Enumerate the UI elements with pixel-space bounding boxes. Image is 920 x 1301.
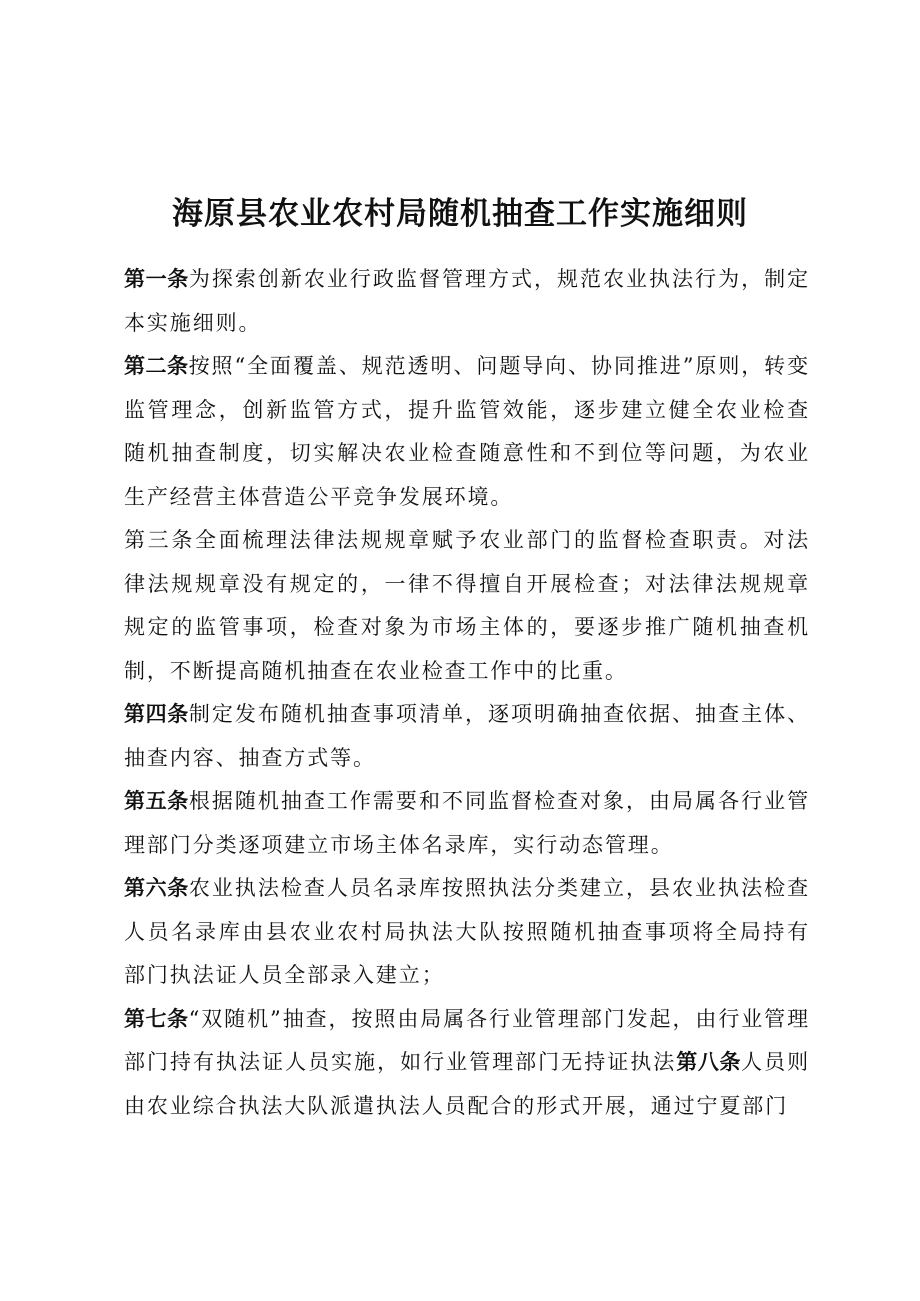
article-text: 按照“全面覆盖、规范透明、问题导向、协同推进”原则，转变监管理念，创新监管方式，提升监管效能，逐步建立健全农业检查随机抽查制度，切实解决农业检查随意性和不到位等问题，为农业生产经营主体营造公平竞争发展环境。	[124, 354, 811, 509]
article-text: 根据随机抽查工作需要和不同监督检查对象，由局属各行业管理部门分类逐项建立市场主体名录库，实行动态管理。	[124, 789, 810, 857]
article-label: 第五条	[124, 789, 189, 813]
article-text: 农业执法检查人员名录库按照执法分类建立，县农业执法检查人员名录库由县农业农村局执法大队按照随机抽查事项将全局持有部门执法证人员全部录入建立；	[124, 876, 810, 987]
inline-article-label: 第八条	[676, 1050, 742, 1074]
article-text: 制定发布随机抽查事项清单，逐项明确抽查依据、抽查主体、抽查内容、抽查方式等。	[124, 702, 810, 770]
article-text: 为探索创新农业行政监督管理方式，规范农业执法行为，制定本实施细则。	[124, 267, 810, 335]
article-label: 第一条	[124, 267, 189, 291]
article-label: 第四条	[124, 702, 189, 726]
document-title: 海原县农业农村局随机抽查工作实施细则	[172, 195, 748, 232]
document-body	[124, 258, 810, 1128]
article-3	[124, 519, 810, 693]
article-label: 第七条	[124, 1006, 189, 1031]
article-text: “双随机”抽查，按照由局属各行业管理部门发起，由行业管理部门持有执法证人员实施，如行业管理部门无持证执法	[124, 1006, 811, 1074]
article-4	[124, 693, 810, 780]
article-text: 第三条全面梳理法律法规规章赋予农业部门的监督检查职责。对法律法规规章没有规定的，一律不得擅自开展检查；对法律法规规章规定的监管事项，检查对象为市场主体的，要逐步推广随机抽查机制，不断提高随机抽查在农业检查工作中的比重。	[124, 528, 810, 683]
article-6	[124, 867, 810, 998]
article-1	[124, 258, 810, 345]
article-7	[124, 998, 810, 1129]
article-5	[124, 780, 810, 867]
article-2	[124, 345, 810, 519]
article-label: 第二条	[124, 354, 189, 378]
article-label: 第六条	[124, 876, 189, 900]
article-text-continued: 人员则由农业综合执法大队派遣执法人员配合的形式开展，通过宁夏部门	[124, 1050, 811, 1118]
